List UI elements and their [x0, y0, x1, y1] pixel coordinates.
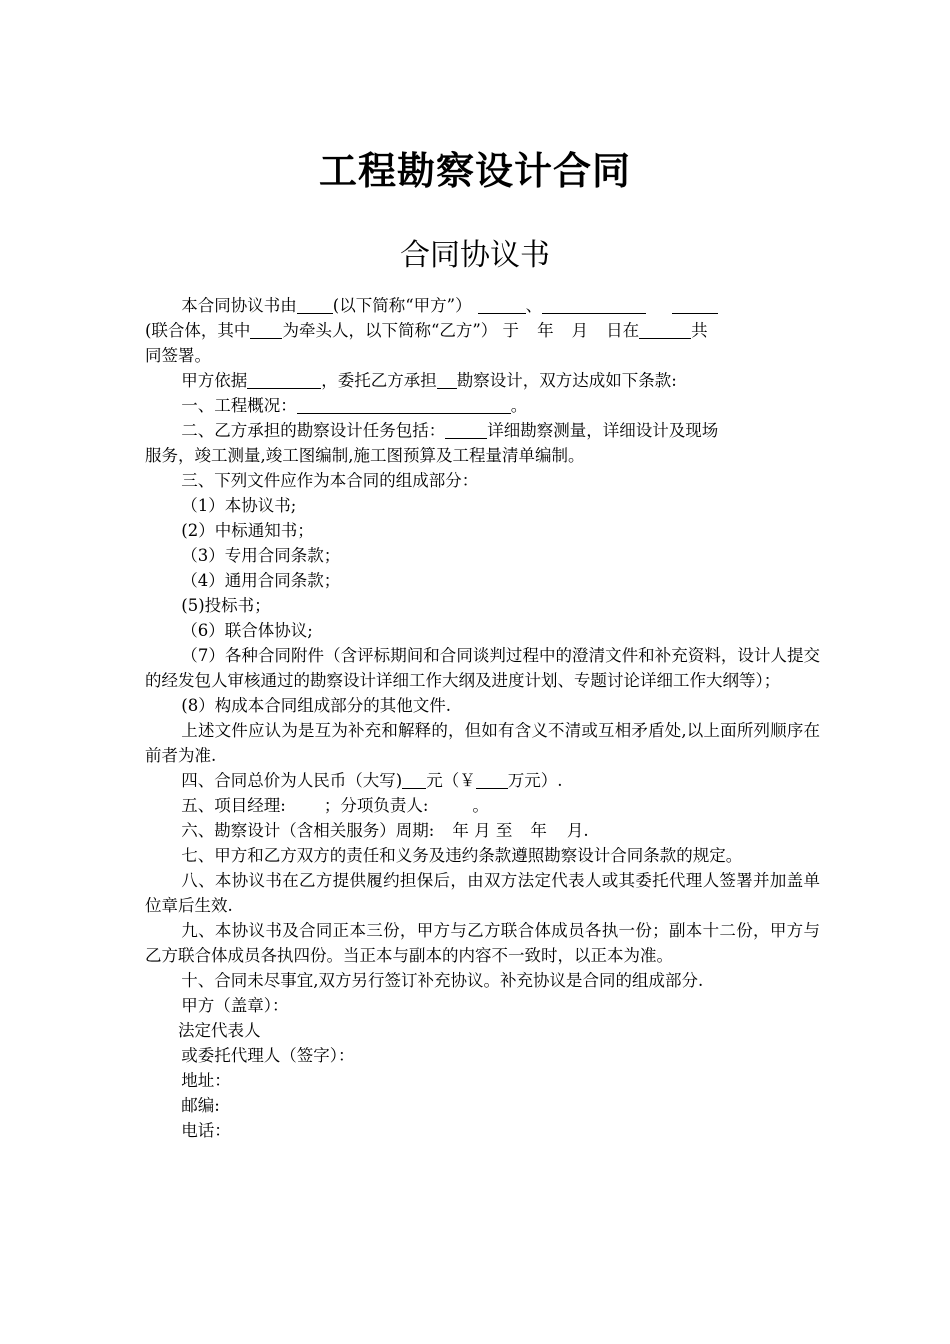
blank-basis — [247, 371, 321, 389]
intro-line-3: 同签署。 — [145, 346, 211, 365]
doc-item-5: (5)投标书； — [181, 596, 271, 615]
intro-line-1: 本合同协议书由 (以下简称“甲方”） 、 — [145, 293, 820, 318]
doc-item-8: (8）构成本合同组成部分的其他文件. — [181, 696, 451, 715]
blank-member-2 — [542, 296, 646, 314]
blank-party-a — [297, 296, 333, 314]
blank-project — [437, 371, 457, 389]
blank-price-number — [476, 771, 508, 789]
blank-task-scope — [445, 421, 487, 439]
clause-3: 三、下列文件应作为本合同的组成部分： — [181, 471, 479, 490]
clause-10: 十、合同未尽事宜,双方另行签订补充协议。补充协议是合同的组成部分. — [181, 971, 704, 990]
signature-address: 地址： — [181, 1071, 231, 1090]
blank-lead-member — [250, 321, 282, 339]
intro-line-2: (联合体，其中 为牵头人，以下简称“乙方”） 于 年 月 日在 共 — [145, 321, 708, 340]
contract-body — [145, 293, 820, 1143]
clause-9: 九、本协议书及合同正本三份，甲方与乙方联合体成员各执一份；副本十二份，甲方与乙方联合体成员各执四份。当正本与副本的内容不一致时，以正本为准。 — [145, 921, 820, 965]
signature-agent: 或委托代理人（签字）： — [181, 1046, 355, 1065]
doc-item-1: （1）本协议书; — [181, 496, 297, 515]
signature-phone: 电话： — [181, 1121, 231, 1140]
doc-item-4: （4）通用合同条款； — [181, 571, 341, 590]
clause-2-continued: 服务，竣工测量,竣工图编制,施工图预算及工程量清单编制。 — [145, 446, 585, 465]
clause-2: 二、乙方承担的勘察设计任务包括： 详细勘察测量，详细设计及现场 — [181, 421, 719, 440]
clause-5: 五、项目经理: ；分项负责人: 。 — [181, 796, 489, 815]
clause-4: 四、合同总价为人民币（大写) 元（￥ 万元）. — [181, 771, 563, 790]
doc-item-3: （3）专用合同条款； — [181, 546, 341, 565]
blank-member-3 — [672, 296, 718, 314]
basis-clause: 甲方依据 ，委托乙方承担 勘察设计，双方达成如下条款: — [181, 371, 677, 390]
clause-6: 六、勘察设计（含相关服务）周期: 年 月 至 年 月. — [181, 821, 589, 840]
blank-project-overview — [297, 396, 511, 414]
clause-7: 七、甲方和乙方双方的责任和义务及违约条款遵照勘察设计合同条款的规定。 — [181, 846, 743, 865]
document-subtitle: 合同协议书 — [400, 238, 550, 273]
document-order-clause: 上述文件应认为是互为补充和解释的，但如有含义不清或互相矛盾处,以上面所列顺序在前者为准. — [145, 721, 820, 765]
signature-party-a: 甲方（盖章）： — [181, 996, 289, 1015]
blank-price-words — [402, 771, 426, 789]
blank-place — [639, 321, 691, 339]
doc-item-6: （6）联合体协议; — [181, 621, 313, 640]
document-title: 工程勘察设计合同 — [318, 148, 631, 193]
doc-item-2: (2）中标通知书； — [181, 521, 314, 540]
blank-member-1 — [478, 296, 526, 314]
signature-legal-rep: 法定代表人 — [178, 1021, 261, 1040]
clause-8: 八、本协议书在乙方提供履约担保后，由双方法定代表人或其委托代理人签署并加盖单位章后生效. — [145, 871, 820, 915]
doc-item-7: （7）各种合同附件（含评标期间和合同谈判过程中的澄清文件和补充资料，设计人提交的经发包人审核通过的勘察设计详细工作大纲及进度计划、专题讨论详细工作大纲等）； — [145, 646, 820, 690]
clause-1: 一、工程概况： 。 — [181, 396, 528, 415]
signature-postcode: 邮编: — [181, 1096, 220, 1115]
